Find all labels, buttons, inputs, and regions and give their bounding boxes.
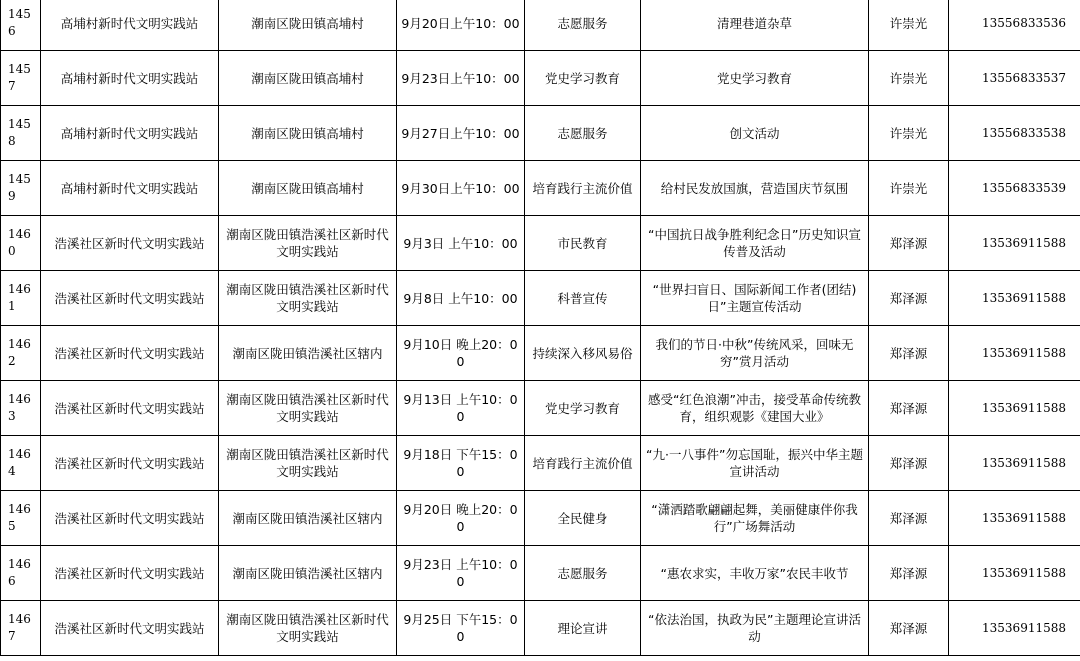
row-number: 1457 (1, 51, 41, 106)
station-cell: 浩溪社区新时代文明实践站 (41, 601, 219, 656)
time-cell: 9月8日 上午10：00 (397, 271, 525, 326)
time-cell: 9月25日 下午15：00 (397, 601, 525, 656)
contact-cell: 许崇光 (869, 51, 949, 106)
time-cell: 9月23日 上午10：00 (397, 546, 525, 601)
category-cell: 培育践行主流价值 (525, 161, 641, 216)
activity-cell: 清理巷道杂草 (641, 0, 869, 51)
station-cell: 浩溪社区新时代文明实践站 (41, 216, 219, 271)
row-number: 1463 (1, 381, 41, 436)
category-cell: 党史学习教育 (525, 51, 641, 106)
phone-cell: 13536911588 (949, 381, 1080, 436)
table-row (1, 0, 1080, 51)
contact-cell: 郑泽源 (869, 601, 949, 656)
contact-cell: 郑泽源 (869, 326, 949, 381)
table-row (1, 601, 1080, 656)
time-cell: 9月20日上午10：00 (397, 0, 525, 51)
row-number: 1461 (1, 271, 41, 326)
location-cell: 潮南区陇田镇高埔村 (219, 0, 397, 51)
phone-cell: 13536911588 (949, 436, 1080, 491)
activity-cell: 给村民发放国旗，营造国庆节氛围 (641, 161, 869, 216)
contact-cell: 郑泽源 (869, 546, 949, 601)
category-cell: 志愿服务 (525, 546, 641, 601)
contact-cell: 许崇光 (869, 0, 949, 51)
activity-cell: “潇洒踏歌翩翩起舞，美丽健康伴你我行”广场舞活动 (641, 491, 869, 546)
category-cell: 理论宣讲 (525, 601, 641, 656)
phone-cell: 13536911588 (949, 216, 1080, 271)
phone-cell: 13556833538 (949, 106, 1080, 161)
phone-cell: 13536911588 (949, 546, 1080, 601)
station-cell: 浩溪社区新时代文明实践站 (41, 546, 219, 601)
time-cell: 9月10日 晚上20：00 (397, 326, 525, 381)
category-cell: 持续深入移风易俗 (525, 326, 641, 381)
activity-cell: “世界扫盲日、国际新闻工作者(团结)日”主题宣传活动 (641, 271, 869, 326)
location-cell: 潮南区陇田镇浩溪社区辖内 (219, 546, 397, 601)
location-cell: 潮南区陇田镇浩溪社区新时代文明实践站 (219, 436, 397, 491)
station-cell: 浩溪社区新时代文明实践站 (41, 491, 219, 546)
phone-cell: 13536911588 (949, 491, 1080, 546)
table-row (1, 106, 1080, 161)
category-cell: 全民健身 (525, 491, 641, 546)
category-cell: 志愿服务 (525, 106, 641, 161)
location-cell: 潮南区陇田镇浩溪社区新时代文明实践站 (219, 601, 397, 656)
row-number: 1464 (1, 436, 41, 491)
station-cell: 浩溪社区新时代文明实践站 (41, 326, 219, 381)
station-cell: 高埔村新时代文明实践站 (41, 106, 219, 161)
row-number: 1462 (1, 326, 41, 381)
time-cell: 9月18日 下午15：00 (397, 436, 525, 491)
activity-cell: 感受“红色浪潮”冲击，接受革命传统教育，组织观影《建国大业》 (641, 381, 869, 436)
table-row (1, 216, 1080, 271)
contact-cell: 许崇光 (869, 161, 949, 216)
table-body (1, 0, 1080, 656)
time-cell: 9月23日上午10：00 (397, 51, 525, 106)
contact-cell: 郑泽源 (869, 271, 949, 326)
phone-cell: 13536911588 (949, 601, 1080, 656)
table-row (1, 51, 1080, 106)
row-number: 1466 (1, 546, 41, 601)
location-cell: 潮南区陇田镇浩溪社区辖内 (219, 491, 397, 546)
time-cell: 9月20日 晚上20：00 (397, 491, 525, 546)
phone-cell: 13556833537 (949, 51, 1080, 106)
contact-cell: 郑泽源 (869, 436, 949, 491)
activity-cell: “依法治国，执政为民”主题理论宣讲活动 (641, 601, 869, 656)
station-cell: 高埔村新时代文明实践站 (41, 161, 219, 216)
table-row (1, 436, 1080, 491)
station-cell: 高埔村新时代文明实践站 (41, 0, 219, 51)
row-number: 1465 (1, 491, 41, 546)
time-cell: 9月3日 上午10：00 (397, 216, 525, 271)
contact-cell: 郑泽源 (869, 491, 949, 546)
phone-cell: 13556833539 (949, 161, 1080, 216)
activity-cell: 党史学习教育 (641, 51, 869, 106)
table-row (1, 546, 1080, 601)
activity-cell: 创文活动 (641, 106, 869, 161)
activity-cell: 我们的节日·中秋”传统风采，回味无穷”赏月活动 (641, 326, 869, 381)
time-cell: 9月27日上午10：00 (397, 106, 525, 161)
time-cell: 9月30日上午10：00 (397, 161, 525, 216)
location-cell: 潮南区陇田镇浩溪社区新时代文明实践站 (219, 381, 397, 436)
location-cell: 潮南区陇田镇高埔村 (219, 106, 397, 161)
table-row (1, 326, 1080, 381)
row-number: 1459 (1, 161, 41, 216)
station-cell: 浩溪社区新时代文明实践站 (41, 436, 219, 491)
phone-cell: 13536911588 (949, 326, 1080, 381)
location-cell: 潮南区陇田镇高埔村 (219, 51, 397, 106)
category-cell: 市民教育 (525, 216, 641, 271)
station-cell: 浩溪社区新时代文明实践站 (41, 381, 219, 436)
phone-cell: 13536911588 (949, 271, 1080, 326)
station-cell: 高埔村新时代文明实践站 (41, 51, 219, 106)
time-cell: 9月13日 上午10：00 (397, 381, 525, 436)
table-row (1, 491, 1080, 546)
category-cell: 党史学习教育 (525, 381, 641, 436)
location-cell: 潮南区陇田镇浩溪社区新时代文明实践站 (219, 216, 397, 271)
row-number: 1458 (1, 106, 41, 161)
table-row (1, 381, 1080, 436)
contact-cell: 郑泽源 (869, 216, 949, 271)
category-cell: 志愿服务 (525, 0, 641, 51)
row-number: 1460 (1, 216, 41, 271)
location-cell: 潮南区陇田镇浩溪社区辖内 (219, 326, 397, 381)
station-cell: 浩溪社区新时代文明实践站 (41, 271, 219, 326)
row-number: 1456 (1, 0, 41, 51)
activity-cell: “惠农求实，丰收万家”农民丰收节 (641, 546, 869, 601)
location-cell: 潮南区陇田镇浩溪社区新时代文明实践站 (219, 271, 397, 326)
row-number: 1467 (1, 601, 41, 656)
phone-cell: 13556833536 (949, 0, 1080, 51)
activity-cell: “九·一八事件”勿忘国耻，振兴中华主题宣讲活动 (641, 436, 869, 491)
table-row (1, 161, 1080, 216)
location-cell: 潮南区陇田镇高埔村 (219, 161, 397, 216)
category-cell: 培育践行主流价值 (525, 436, 641, 491)
contact-cell: 郑泽源 (869, 381, 949, 436)
category-cell: 科普宣传 (525, 271, 641, 326)
contact-cell: 许崇光 (869, 106, 949, 161)
table-row (1, 271, 1080, 326)
activity-cell: “中国抗日战争胜利纪念日”历史知识宣传普及活动 (641, 216, 869, 271)
